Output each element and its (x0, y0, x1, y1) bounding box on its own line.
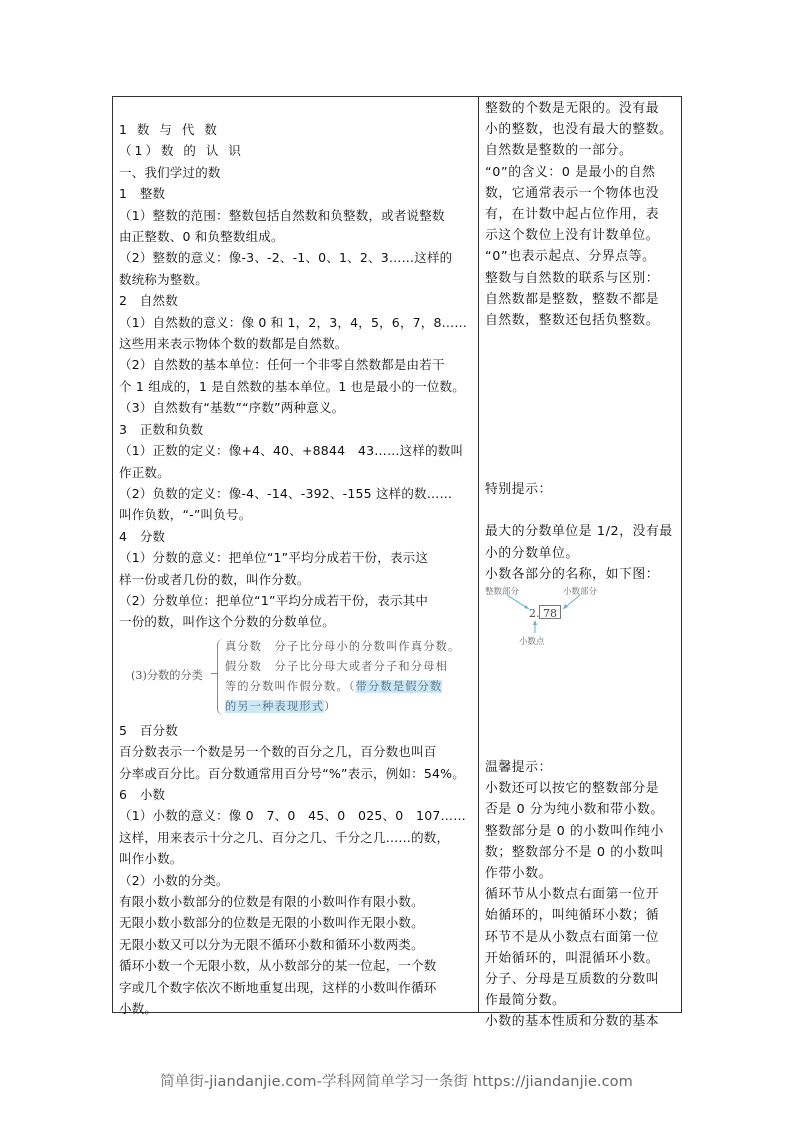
fraction-classification-figure (119, 637, 472, 720)
improper-fraction-definition: 假分数 分子比分母大或者分子和分母相 (225, 659, 448, 673)
note-line: 有，在计数中起占位作用，表 (485, 207, 660, 223)
note-line: 数，它通常表示一个物体也没 (485, 185, 660, 201)
integer-digit: 2 (529, 607, 536, 621)
note-line: 最大的分数单位是 1/2，没有最 (485, 524, 673, 540)
classification-label: (3)分数的分类 (131, 668, 203, 682)
decimal-parts-diagram (485, 585, 655, 647)
paragraph-line: 数统称为整数。 (119, 271, 208, 287)
note-line: 小的整数，也没有最大的整数。 (485, 122, 673, 138)
paragraph-line: 叫作小数。 (119, 851, 183, 867)
warm-tip-title: 温馨提示： (485, 760, 552, 776)
paragraph-line: （1）自然数的意义：像 0 和 1，2，3，4，5，6，7，8…… (119, 314, 468, 330)
integer-part-label: 整数部分 (485, 587, 520, 598)
note-line: 整数的个数是无限的。没有最 (485, 101, 660, 116)
heading-natural-numbers: 2 自然数 (119, 293, 178, 309)
heading-positive-negative: 3 正数和负数 (119, 421, 204, 437)
chapter-title: 1 数 与 代 数 (119, 122, 220, 137)
note-line: 循环节从小数点右面第一位开 (485, 887, 660, 903)
paragraph-line: （2）整数的意义：像-3、-2、-1、0、1、2、3……这样的 (119, 250, 453, 266)
decimal-digits-box (539, 605, 561, 619)
proper-fraction-definition: 真分数 分子比分母小的分数叫作真分数。 (225, 639, 461, 653)
spacer (485, 647, 675, 757)
plain-text: 等的分数叫作假分数。（ (225, 679, 356, 693)
paragraph-line: （2）分数单位：把单位“1”平均分成若干份，表示其中 (119, 592, 429, 608)
note-line: 自然数都是整数，整数不都是 (485, 291, 660, 307)
heading-percentages: 5 百分数 (119, 722, 178, 738)
heading-integers: 1 整数 (119, 186, 166, 202)
note-line: “0”也表示起点、分界点等。 (485, 249, 656, 265)
note-line: 否是 0 分为纯小数和带小数。 (485, 802, 664, 818)
decimal-part-label: 小数部分 (563, 587, 598, 598)
paragraph-line: （1）正数的定义：像+4、40、+8844 43……这样的数叫 (119, 443, 464, 459)
paragraph-line: 小数。 (119, 1001, 158, 1017)
decimal-point-label: 小数点 (519, 637, 545, 648)
note-line: “0”的含义：0 是最小的自然 (485, 164, 656, 180)
special-tip-title: 特别提示： (485, 482, 552, 498)
highlighted-text: 带分数是假分数 (355, 679, 443, 693)
notes-column (479, 97, 681, 1030)
paragraph-line: 由正整数、0 和负整数组成。 (119, 229, 284, 245)
note-line: 整数与自然数的联系与区别： (485, 270, 660, 286)
subsection-title: 一、我们学过的数 (119, 164, 221, 180)
paragraph-line: （2）负数的定义：像-4、-14、-392、-155 这样的数…… (119, 485, 453, 501)
note-line: 分子、分母是互质数的分数叫 (485, 972, 660, 988)
note-line: 作最简分数。 (485, 993, 566, 1009)
paragraph-line: 这样，用来表示十分之几、百分之几、千分之几……的数， (119, 829, 450, 845)
note-line: 示这个数位上没有计数单位。 (485, 228, 660, 244)
paragraph-line: 有限小数小数部分的位数是有限的小数叫作有限小数。 (119, 894, 424, 909)
highlighted-text: 的另一种表现形式 (225, 699, 325, 713)
paragraph-line: 作正数。 (119, 464, 170, 480)
mixed-number-note (225, 697, 471, 717)
note-line: 自然数是整数的一部分。 (485, 143, 633, 159)
paragraph-line: （1）整数的范围：整数包括自然数和负整数，或者说整数 (119, 207, 445, 223)
paragraph-line: 无限小数小数部分的位数是无限的小数叫作无限小数。 (119, 915, 424, 931)
watermark-footer: 简单街-jiandanjie.com-学科网简单学习一条街 https://jiandanjie.com (160, 1074, 633, 1090)
paragraph-line: 字或几个数字依次不断地重复出现，这样的小数叫作循环 (119, 979, 437, 995)
note-line: 整数部分是 0 的小数叫作纯小 (485, 823, 664, 839)
paragraph-line: （1）小数的意义：像 0 7、0 45、0 025、0 107…… (119, 808, 466, 824)
heading-fractions: 4 分数 (119, 528, 166, 544)
paragraph-line: 样一份或者几份的数，叫作分数。 (119, 571, 310, 587)
note-line: 小数的基本性质和分数的基本 (485, 1014, 660, 1030)
paragraph-line: （2）小数的分类。 (119, 872, 229, 888)
note-line: 数；整数部分不是 0 的小数叫 (485, 844, 664, 860)
brace-icon (217, 639, 225, 715)
decimal-digits: 78 (543, 607, 557, 621)
note-line: 自然数，整数还包括负整数。 (485, 313, 660, 329)
note-line: 始循环的，叫纯循环小数；循 (485, 908, 660, 924)
paragraph-line: 一份的数，叫作这个分数的分数单位。 (119, 614, 335, 630)
content-table (112, 96, 682, 1030)
note-line: 小数各部分的名称，如下图： (485, 566, 660, 582)
paragraph-line: 分率或百分比。百分数通常用百分号“%”表示，例如：54%。 (119, 765, 465, 781)
paragraph-line: （1）分数的意义：把单位“1”平均分成若干份，表示这 (119, 550, 429, 566)
paragraph-line: 这些用来表示物体个数的数都是自然数。 (119, 336, 348, 352)
paragraph-line: 循环小数一个无限小数，从小数部分的某一位起，一个数 (119, 958, 437, 974)
paragraph-line: 百分数表示一个数是另一个数的百分之几，百分数也叫百 (119, 744, 437, 760)
spacer (485, 500, 675, 521)
spacer (485, 331, 675, 479)
note-line: 小的分数单位。 (485, 545, 579, 561)
improper-fraction-definition-cont (225, 677, 471, 697)
paragraph-line: 无限小数又可以分为无限不循环小数和循环小数两类。 (119, 936, 424, 952)
note-line: 小数还可以按它的整数部分是 (485, 781, 660, 797)
paragraph-line: 叫作负数，“-”叫负号。 (119, 507, 252, 523)
section-title: （1）数 的 认 识 (119, 143, 244, 159)
plain-text: ） (324, 699, 337, 713)
heading-decimals: 6 小数 (119, 786, 166, 802)
paragraph-line: （3）自然数有“基数”“序数”两种意义。 (119, 400, 345, 416)
note-line: 开始循环的，叫混循环小数。 (485, 950, 660, 966)
main-content-column (113, 97, 479, 1017)
decimal-point: . (536, 607, 540, 621)
note-line: 作带小数。 (485, 866, 552, 882)
paragraph-line: （2）自然数的基本单位：任何一个非零自然数都是由若干 (119, 357, 445, 373)
note-line: 环节不是从小数点右面第一位 (485, 929, 660, 945)
paragraph-line: 个 1 组成的，1 是自然数的基本单位。1 也是最小的一位数。 (119, 378, 465, 394)
